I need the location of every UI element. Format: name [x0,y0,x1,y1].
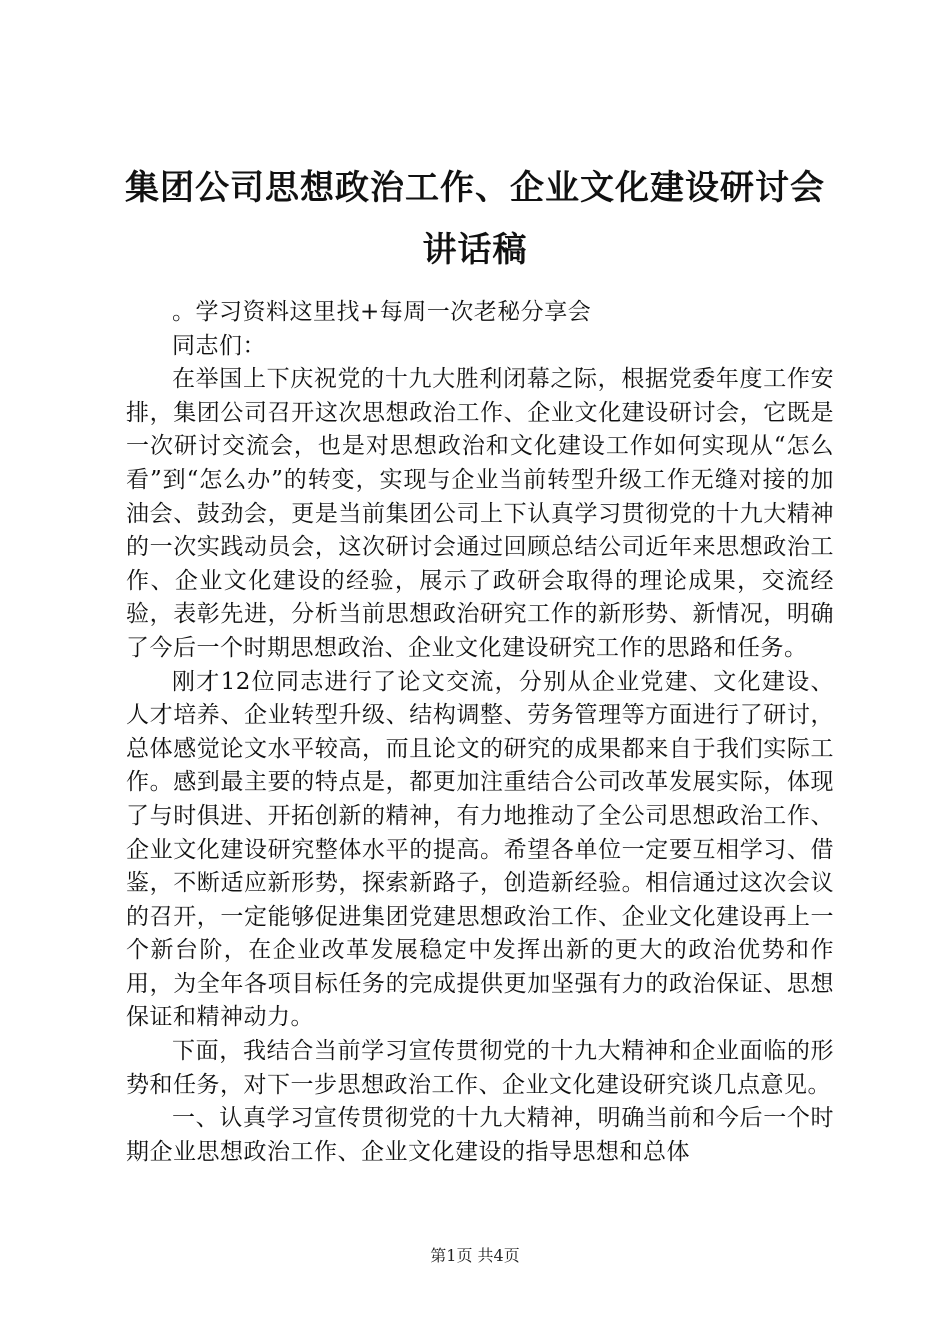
document-title-line2: 讲话稿 [422,230,528,270]
document-title-line1: 集团公司思想政治工作、企业文化建设研讨会 [125,168,825,208]
page-footer: 第1页 共4页 [430,1246,520,1265]
paragraph-2: 刚才12位同志进行了论文交流，分别从企业党建、文化建设、人才培养、企业转型升级、结构调整、劳务管理等方面进行了研讨，总体感觉论文水平较高，而且论文的研究的成果都来自于我们实际工作。感到最主要的特点是，都更加注重结合公司改革发展实际，体现了与时俱进、开拓创新的精神，有力地推动了全公司思想政治工作、企业文化建设研究整体水平的提高。希望各单位一定要互相学习、借鉴，不断适应新形势，探索新路子，创造新经验。相信通过这次会议的召开，一定能够促进集团党建思想政治工作、企业文化建设再上一个新台阶，在企业改革发展稳定中发挥出新的更大的政治优势和作用，为全年各项目标任务的完成提供更加坚强有力的政治保证、思想保证和精神动力。 [126,668,834,1031]
document-body [126,296,834,1169]
paragraph-1: 在举国上下庆祝党的十九大胜利闭幕之际，根据党委年度工作安排，集团公司召开这次思想政治工作、企业文化建设研讨会，它既是一次研讨交流会，也是对思想政治和文化建设工作如何实现从“怎么看”到“怎么办”的转变，实现与企业当前转型升级工作无缝对接的加油会、鼓劲会，更是当前集团公司上下认真学习贯彻党的十九大精神的一次实践动员会，这次研讨会通过回顾总结公司近年来思想政治工作、企业文化建设的经验，展示了政研会取得的理论成果，交流经验，表彰先进，分析当前思想政治研究工作的新形势、新情况，明确了今后一个时期思想政治、企业文化建设研究工作的思路和任务。 [126,366,834,661]
paragraph-3: 下面，我结合当前学习宣传贯彻党的十九大精神和企业面临的形势和任务，对下一步思想政治工作、企业文化建设研究谈几点意见。 [126,1038,834,1098]
salutation: 同志们： [172,332,266,359]
paragraph-4: 一、认真学习宣传贯彻党的十九大精神，明确当前和今后一个时期企业思想政治工作、企业文化建设的指导思想和总体 [126,1105,834,1165]
intro-note: 。学习资料这里找+每周一次老秘分享会 [172,299,592,325]
